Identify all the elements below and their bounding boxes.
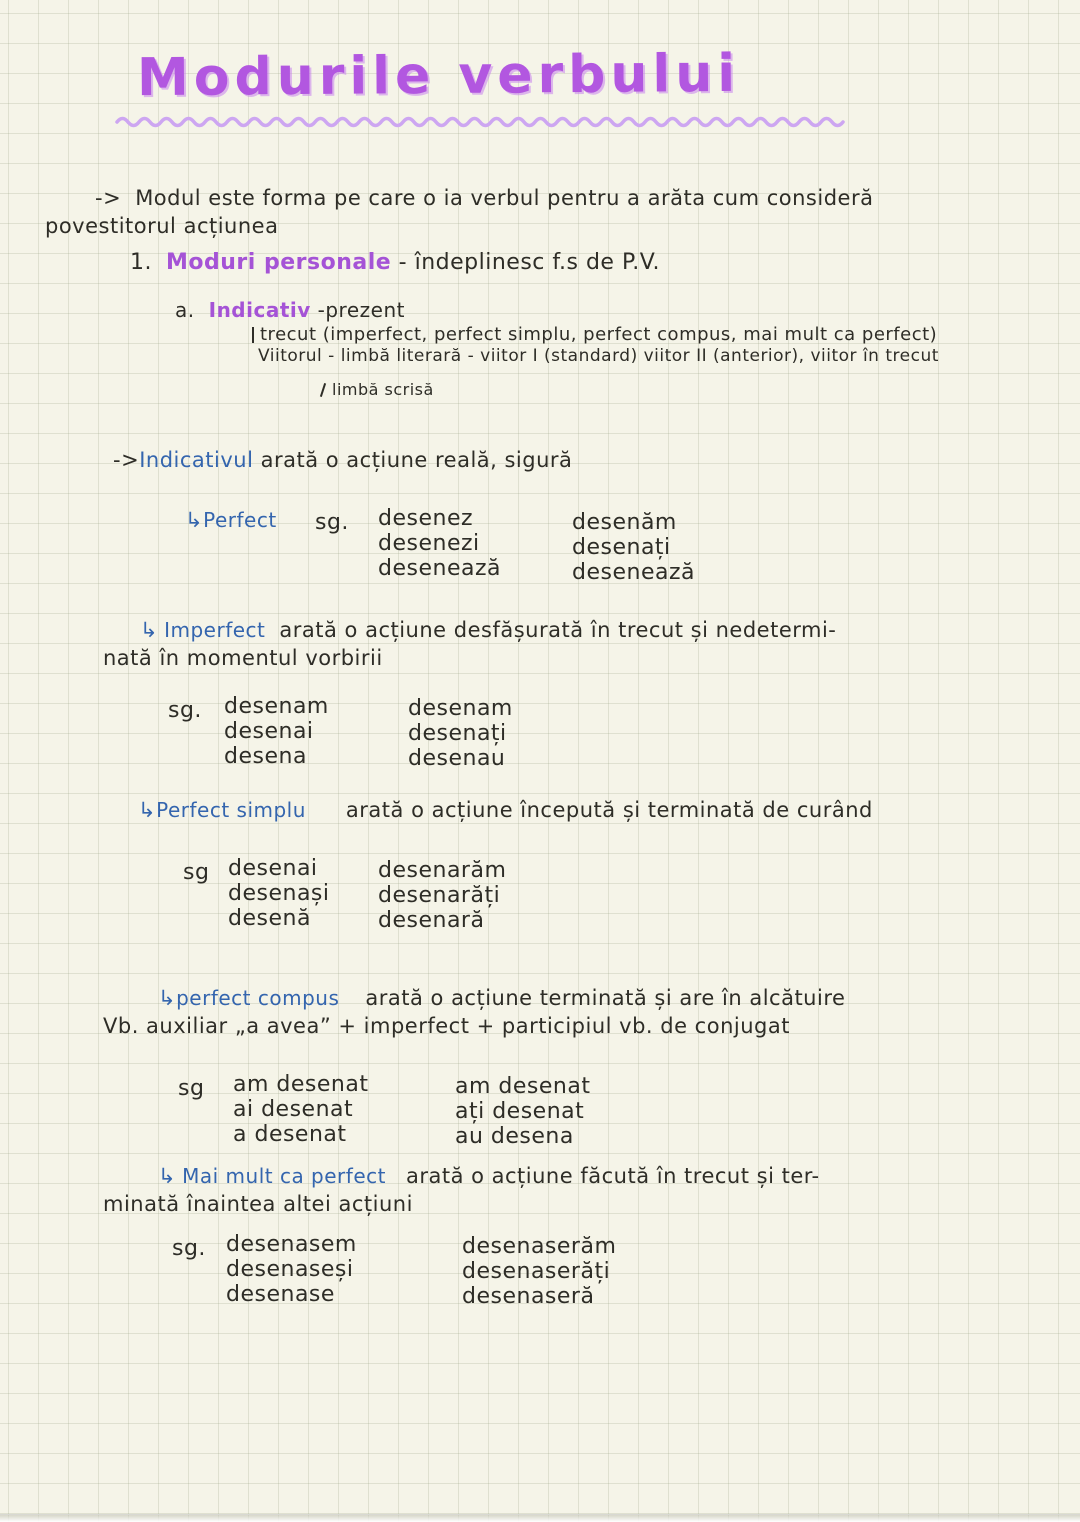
tense-header-imperfect	[140, 618, 836, 642]
plural-forms-column	[378, 858, 506, 933]
page-bottom-edge	[0, 1514, 1080, 1522]
tense-description: arată o acțiune desfășurată în trecut și nedetermi-	[279, 618, 837, 642]
conjugation-form: am desenat	[233, 1072, 369, 1097]
plural-forms-column	[408, 696, 513, 771]
arrow-icon: ->	[95, 186, 122, 210]
note-trecut	[252, 324, 937, 345]
tense-name: Mai mult ca perfect	[182, 1164, 386, 1188]
singular-forms-column	[224, 694, 329, 769]
section-heading-moduri-personale: Moduri personale	[166, 250, 392, 275]
person-label: sg	[178, 1076, 205, 1101]
section-heading-line	[130, 250, 660, 275]
indicativul-text: arată o acțiune reală, sigură	[260, 448, 573, 472]
conjugation-form: desenam	[224, 694, 329, 719]
conjugation-form: desenași	[228, 881, 330, 906]
tense-name: Perfect	[203, 508, 277, 532]
conjugation-form: desena	[224, 744, 307, 769]
conjugation-form: desenam	[408, 696, 513, 721]
conjugation-form: desenăm	[572, 510, 677, 535]
conjugation-form: desenasem	[226, 1232, 357, 1257]
conjugation-form: desenaserăm	[462, 1234, 617, 1259]
item-indicativ-line	[175, 298, 405, 322]
conjugation-form: desenați	[572, 535, 671, 560]
tense-description-continuation: Vb. auxiliar „a avea” + imperfect + participiul vb. de conjugat	[103, 1014, 790, 1038]
person-label: sg.	[172, 1236, 206, 1261]
tense-name: perfect compus	[176, 986, 340, 1010]
conjugation-form: au desena	[455, 1124, 574, 1149]
singular-forms-column	[228, 856, 330, 931]
plural-forms-column	[572, 510, 695, 585]
conjugation-form: desenezi	[378, 531, 480, 556]
arrow-icon: ->	[113, 448, 140, 472]
branch-arrow-icon: ↳	[185, 508, 204, 532]
page-title: Modurile verbului	[136, 43, 741, 109]
tense-header-perfect	[185, 508, 277, 532]
conjugation-form: desenau	[408, 746, 506, 771]
branch-arrow-icon: ↳	[138, 798, 157, 822]
tick-mark	[252, 327, 254, 343]
tick-mark	[320, 383, 326, 397]
conjugation-form: ați desenat	[455, 1099, 585, 1124]
tense-name: Perfect simplu	[156, 798, 306, 822]
note-trecut-text: trecut (imperfect, perfect simplu, perfect compus, mai mult ca perfect)	[260, 324, 938, 345]
conjugation-form: desenară	[378, 908, 485, 933]
note-limba-scrisa	[322, 380, 434, 399]
conjugation-form: desenaserăți	[462, 1259, 611, 1284]
singular-forms-column	[233, 1072, 368, 1147]
branch-arrow-icon: ↳	[158, 1164, 177, 1188]
plural-forms-column	[462, 1234, 616, 1309]
conjugation-form: am desenat	[455, 1074, 591, 1099]
conjugation-form: desenarăți	[378, 883, 501, 908]
tense-description: arată o acțiune începută și terminată de curând	[345, 798, 873, 822]
tense-description-continuation: nată în momentul vorbirii	[103, 646, 383, 670]
branch-arrow-icon: ↳	[140, 618, 159, 642]
indicativul-line	[113, 448, 572, 472]
conjugation-form: desenai	[224, 719, 314, 744]
conjugation-form: desenez	[378, 506, 474, 531]
term-indicativul: Indicativul	[139, 448, 254, 472]
tense-header-perfect-simplu	[138, 798, 873, 822]
conjugation-form: desenați	[408, 721, 507, 746]
person-label: sg.	[168, 698, 202, 723]
conjugation-form: desenarăm	[378, 858, 507, 883]
conjugation-form: desenează	[572, 560, 695, 585]
item-label-a: a.	[175, 298, 195, 322]
person-label: sg.	[315, 510, 349, 535]
branch-arrow-icon: ↳	[158, 986, 177, 1010]
tense-name: Imperfect	[164, 618, 266, 642]
conjugation-form: desenase	[226, 1282, 335, 1307]
section-heading-suffix: - îndeplinesc f.s de P.V.	[398, 250, 661, 275]
conjugation-form: a desenat	[233, 1122, 347, 1147]
conjugation-form: desenează	[378, 556, 501, 581]
intro-text: Modul este forma pe care o ia verbul pentru a arăta cum consideră	[135, 186, 874, 210]
note-limba-scrisa-text: limbă scrisă	[332, 380, 434, 399]
tense-header-perfect-compus	[158, 986, 845, 1010]
conjugation-form: ai desenat	[233, 1097, 354, 1122]
list-number: 1.	[130, 250, 152, 275]
conjugation-form: desenaseși	[226, 1257, 354, 1282]
conjugation-form: desenă	[228, 906, 311, 931]
note-viitor: Viitorul - limbă literară - viitor I (standard) viitor II (anterior), viitor în trecut	[258, 346, 939, 366]
singular-forms-column	[378, 506, 501, 581]
singular-forms-column	[226, 1232, 357, 1307]
intro-continuation: povestitorul acțiunea	[45, 214, 279, 238]
plural-forms-column	[455, 1074, 590, 1149]
conjugation-form: desenai	[228, 856, 318, 881]
intro-line	[95, 186, 873, 210]
term-indicativ: Indicativ	[208, 298, 311, 322]
term-suffix-prezent: -prezent	[317, 298, 405, 322]
tense-description: arată o acțiune făcută în trecut și ter-	[405, 1164, 820, 1188]
tense-description: arată o acțiune terminată și are în alcătuire	[365, 986, 846, 1010]
conjugation-form: desenaseră	[462, 1284, 595, 1309]
tense-description-continuation: minată înaintea altei acțiuni	[103, 1192, 413, 1216]
title-underline	[115, 114, 847, 130]
person-label: sg	[183, 860, 210, 885]
tense-header-mai-mult-ca-perfect	[158, 1164, 820, 1188]
